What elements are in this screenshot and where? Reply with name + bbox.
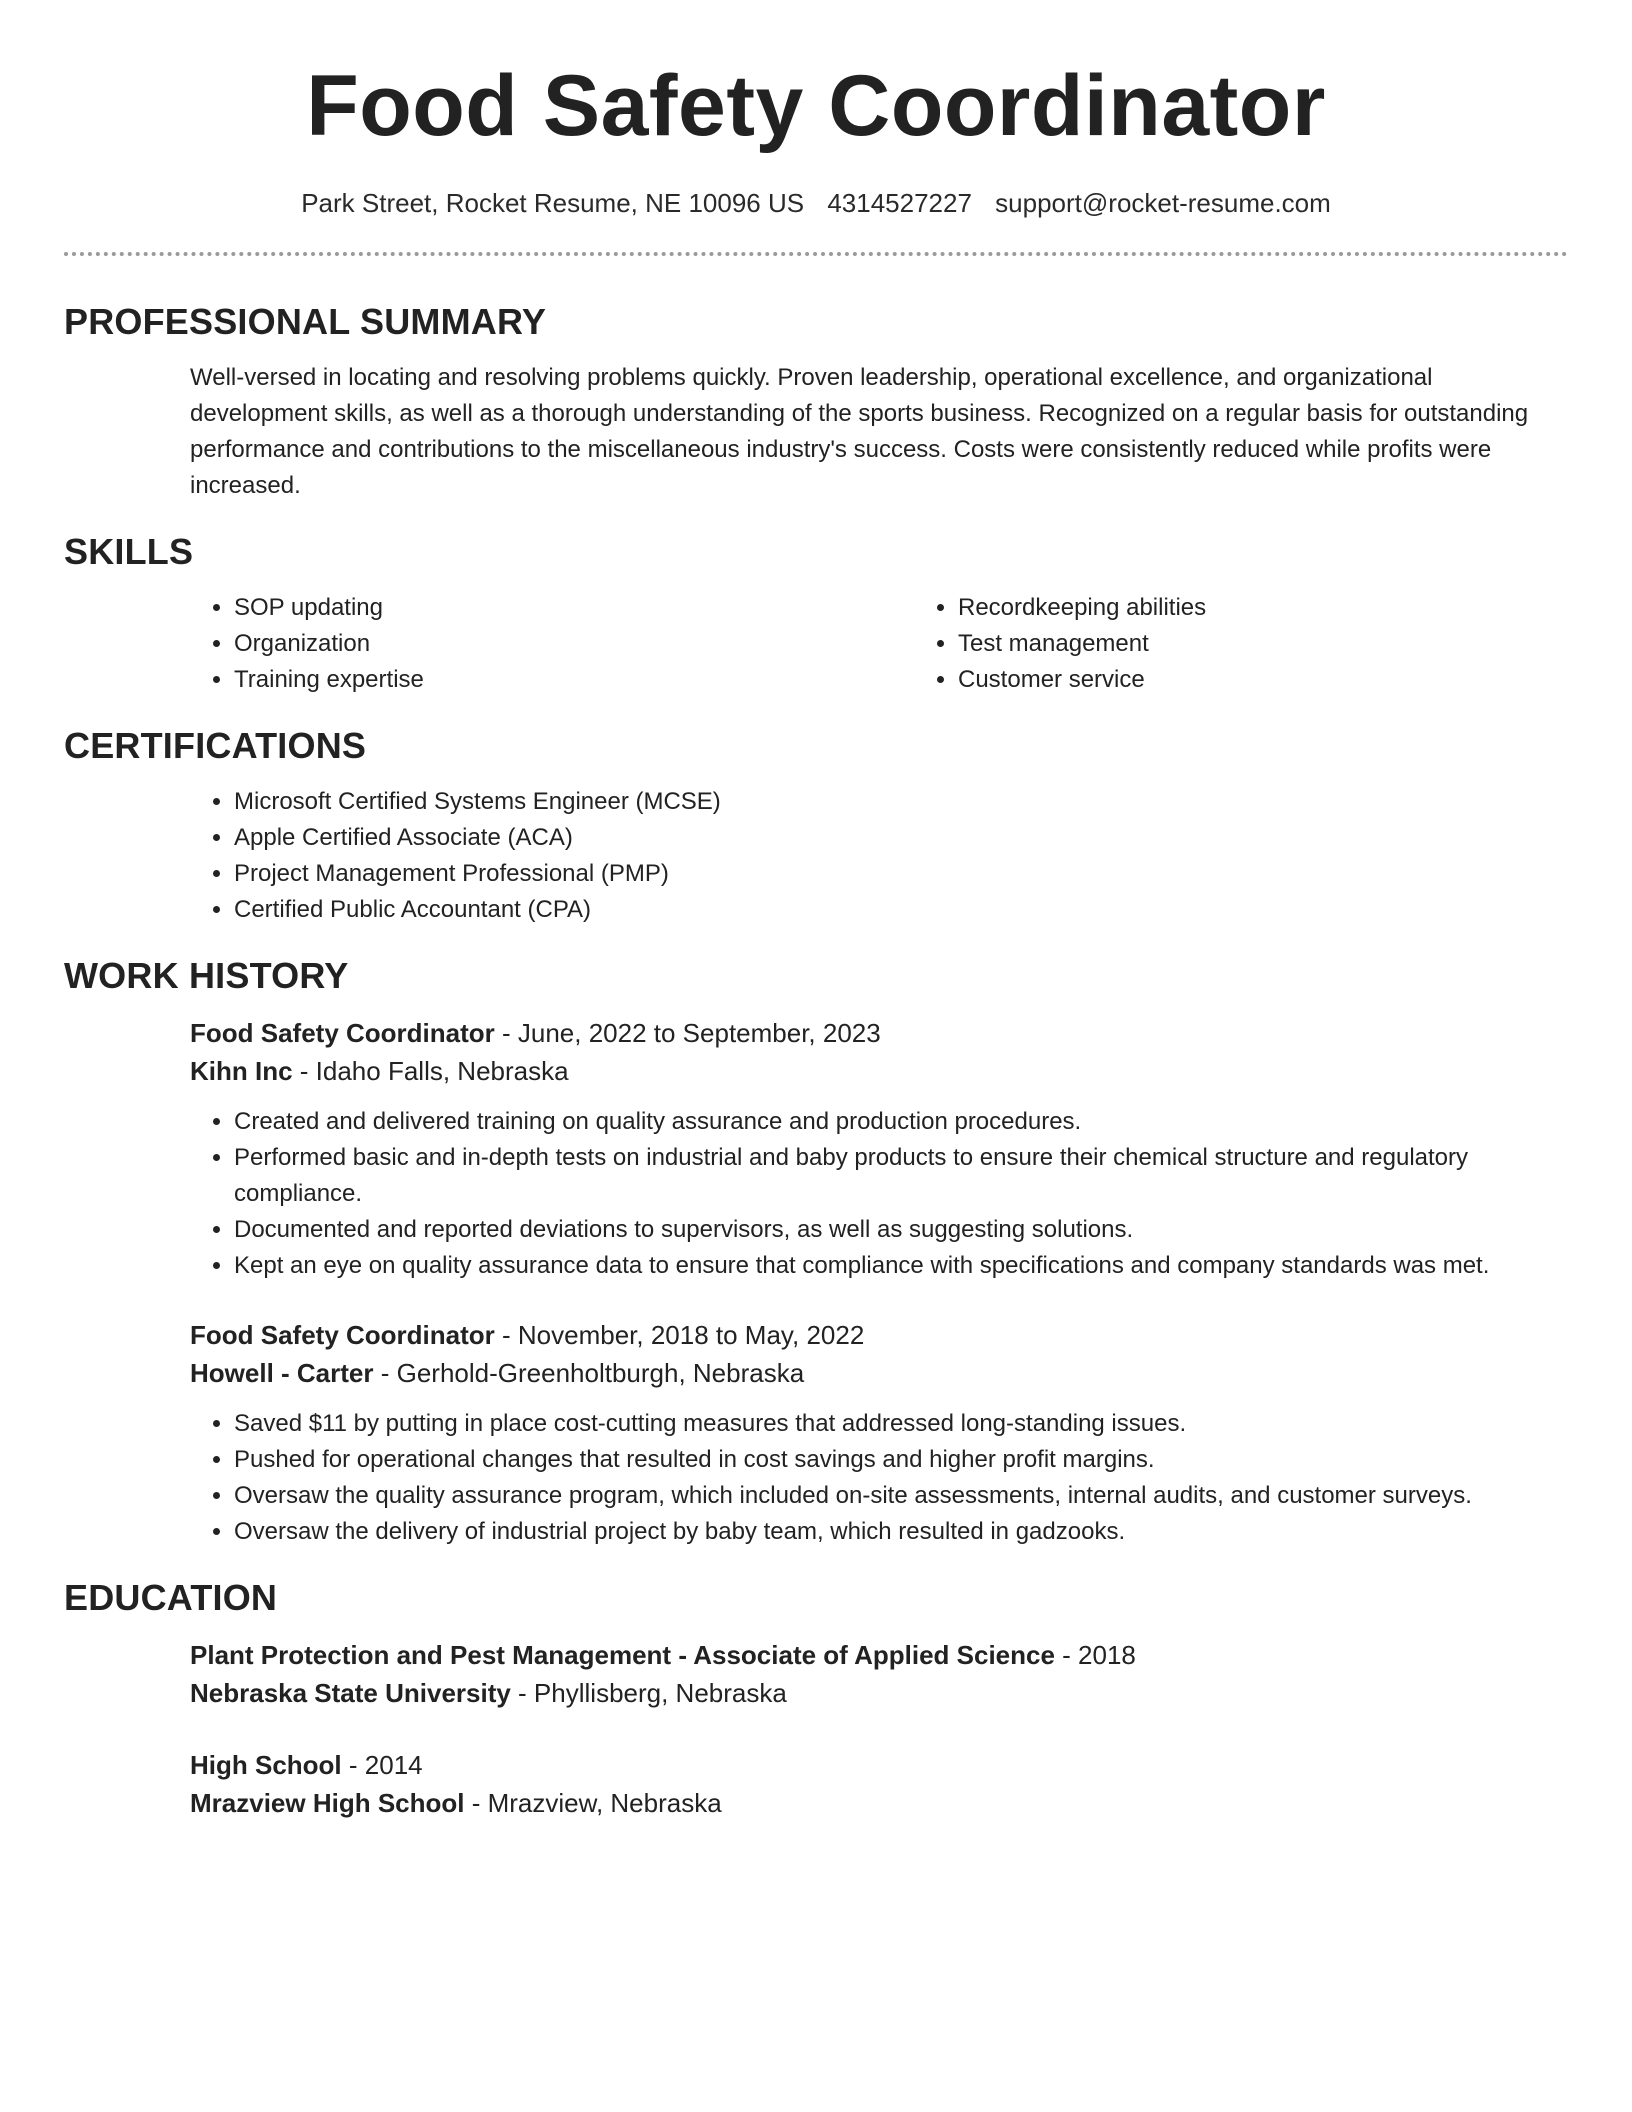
section-heading-education: EDUCATION <box>64 1577 278 1618</box>
section-heading-work-history: WORK HISTORY <box>64 955 349 996</box>
list-item: • Customer service <box>958 662 1568 698</box>
section-education <box>64 1576 1568 1822</box>
list-item: • Certified Public Accountant (CPA) <box>234 892 1568 928</box>
section-summary <box>64 300 1568 504</box>
resume-name: Food Safety Coordinator <box>306 58 1326 154</box>
job-dates: - November, 2018 to May, 2022 <box>494 1320 865 1350</box>
job-entry <box>190 1014 1568 1284</box>
job-title-line <box>190 1014 1568 1052</box>
education-entry <box>190 1746 1568 1822</box>
list-item: • Oversaw the quality assurance program, which included on-site assessments, internal audits, and customer surveys. <box>234 1478 1568 1514</box>
summary-text: Well-versed in locating and resolving problems quickly. Proven leadership, operational excellence, and organizational development skills, as well as a thorough understanding of the sports business. Recognized on a regular basis for outstanding performance and contributions to the miscellaneous industry's success. Costs were consistently reduced while profits were increased. <box>190 364 1529 499</box>
certifications-body <box>64 784 1568 928</box>
education-year: - 2018 <box>1054 1640 1136 1670</box>
list-item: • Documented and reported deviations to supervisors, as well as suggesting solutions. <box>234 1212 1568 1248</box>
education-degree-line <box>190 1746 1568 1784</box>
education-year: - 2014 <box>341 1750 423 1780</box>
job-location: - Gerhold-Greenholtburgh, Nebraska <box>373 1358 805 1388</box>
job-company: Howell - Carter <box>190 1358 374 1388</box>
education-degree: High School <box>190 1750 342 1780</box>
certifications-list <box>190 784 1568 928</box>
contact-line <box>64 186 1568 220</box>
education-school: Nebraska State University <box>190 1678 511 1708</box>
list-item: • Performed basic and in-depth tests on industrial and baby products to ensure their chemical structure and regulatory compliance. <box>234 1140 1568 1212</box>
list-item: • Created and delivered training on quality assurance and production procedures. <box>234 1104 1568 1140</box>
education-entry <box>190 1636 1568 1712</box>
list-item: • Organization <box>234 626 914 662</box>
section-heading-skills: SKILLS <box>64 531 194 572</box>
list-item: • Saved $11 by putting in place cost-cutting measures that addressed long-standing issues. <box>234 1406 1568 1442</box>
education-location: - Phyllisberg, Nebraska <box>510 1678 787 1708</box>
list-item: • Training expertise <box>234 662 914 698</box>
list-item: • Test management <box>958 626 1568 662</box>
skills-grid <box>64 590 1568 698</box>
education-school-line <box>190 1784 1568 1822</box>
section-skills <box>64 530 1568 698</box>
job-title: Food Safety Coordinator <box>190 1018 495 1048</box>
job-company-line <box>190 1354 1568 1392</box>
work-history-body <box>64 1014 1568 1550</box>
job-bullets <box>190 1104 1568 1284</box>
list-item: • Recordkeeping abilities <box>958 590 1568 626</box>
job-location: - Idaho Falls, Nebraska <box>292 1056 569 1086</box>
section-heading-summary: PROFESSIONAL SUMMARY <box>64 301 547 342</box>
summary-body <box>64 360 1568 504</box>
list-item: • Microsoft Certified Systems Engineer (MCSE) <box>234 784 1568 820</box>
job-company: Kihn Inc <box>190 1056 293 1086</box>
contact-phone: 4314527227 <box>827 188 972 218</box>
list-item: • Apple Certified Associate (ACA) <box>234 820 1568 856</box>
header-divider <box>64 252 1568 256</box>
job-entry <box>190 1316 1568 1550</box>
education-degree: Plant Protection and Pest Management - Associate of Applied Science <box>190 1640 1055 1670</box>
contact-email: support@rocket-resume.com <box>995 188 1331 218</box>
job-company-line <box>190 1052 1568 1090</box>
list-item: • Oversaw the delivery of industrial project by baby team, which resulted in gadzooks. <box>234 1514 1568 1550</box>
education-school: Mrazview High School <box>190 1788 465 1818</box>
list-item: • Kept an eye on quality assurance data to ensure that compliance with specifications and company standards was met. <box>234 1248 1568 1284</box>
job-title: Food Safety Coordinator <box>190 1320 495 1350</box>
contact-address: Park Street, Rocket Resume, NE 10096 US <box>301 188 805 218</box>
section-heading-certifications: CERTIFICATIONS <box>64 725 367 766</box>
job-dates: - June, 2022 to September, 2023 <box>494 1018 881 1048</box>
job-bullets <box>190 1406 1568 1550</box>
job-title-line <box>190 1316 1568 1354</box>
section-certifications <box>64 724 1568 928</box>
section-work-history <box>64 954 1568 1550</box>
education-location: - Mrazview, Nebraska <box>464 1788 722 1818</box>
education-body <box>64 1636 1568 1822</box>
education-degree-line <box>190 1636 1568 1674</box>
skills-list-left <box>190 590 914 698</box>
education-school-line <box>190 1674 1568 1712</box>
list-item: • SOP updating <box>234 590 914 626</box>
list-item: • Project Management Professional (PMP) <box>234 856 1568 892</box>
skills-list-right <box>914 590 1568 698</box>
list-item: • Pushed for operational changes that resulted in cost savings and higher profit margins. <box>234 1442 1568 1478</box>
